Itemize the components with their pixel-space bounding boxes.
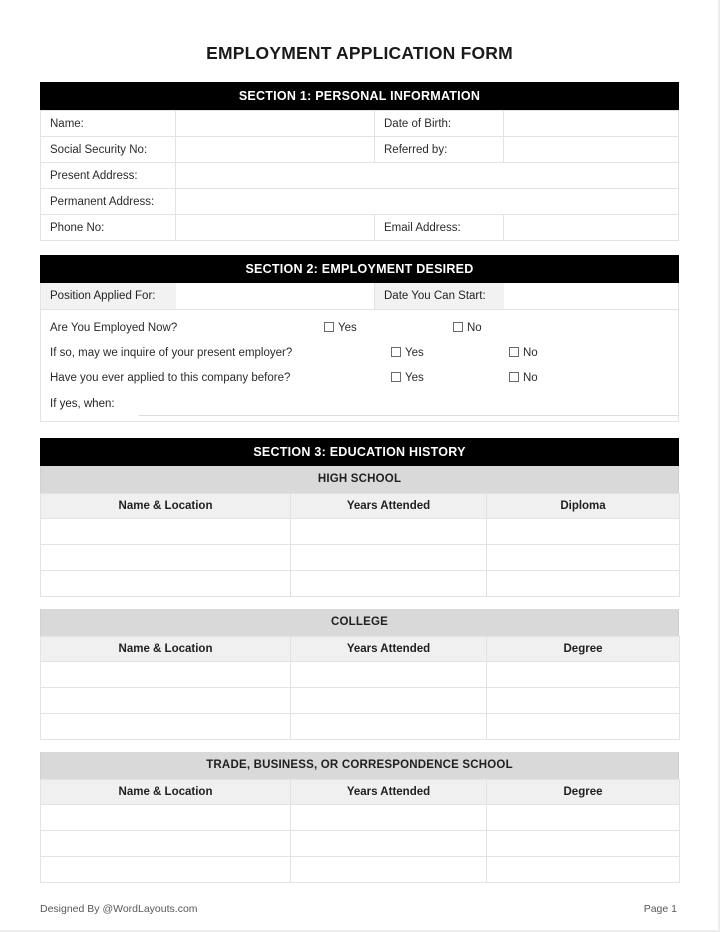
name-label: Name: <box>41 111 176 137</box>
checkbox-icon[interactable] <box>453 322 463 332</box>
date-of-birth-input[interactable] <box>504 111 679 137</box>
cell-years-attended[interactable] <box>291 662 487 688</box>
column-header-name-location: Name & Location <box>41 780 291 805</box>
table-row <box>41 662 680 688</box>
applied-before-label: Have you ever applied to this company before? <box>50 372 291 384</box>
column-header-degree: Degree <box>487 780 680 805</box>
if-yes-when-input[interactable] <box>139 415 678 416</box>
cell-name-location[interactable] <box>41 688 291 714</box>
email-address-label: Email Address: <box>375 215 504 241</box>
checkbox-icon[interactable] <box>391 347 401 357</box>
page-title: EMPLOYMENT APPLICATION FORM <box>206 43 513 63</box>
column-header-name-location: Name & Location <box>41 637 291 662</box>
cell-years-attended[interactable] <box>291 545 487 571</box>
table-header-row <box>41 494 680 519</box>
inquire-employer-yes-option[interactable] <box>391 341 424 366</box>
cell-name-location[interactable] <box>41 805 291 831</box>
checkbox-icon[interactable] <box>391 372 401 382</box>
table-row <box>41 805 680 831</box>
employed-now-question-row <box>41 316 678 341</box>
cell-name-location[interactable] <box>41 519 291 545</box>
cell-diploma[interactable] <box>487 519 680 545</box>
cell-degree[interactable] <box>487 714 680 740</box>
permanent-address-input[interactable] <box>176 189 679 215</box>
cell-years-attended[interactable] <box>291 714 487 740</box>
permanent-address-label: Permanent Address: <box>41 189 176 215</box>
option-label: Yes <box>405 347 424 359</box>
applied-before-yes-option[interactable] <box>391 366 424 391</box>
position-applied-for-label: Position Applied For: <box>41 283 176 309</box>
inquire-employer-question-row <box>41 341 678 366</box>
table-row <box>41 189 679 215</box>
table-header-row <box>41 780 680 805</box>
column-header-years-attended: Years Attended <box>291 494 487 519</box>
college-table <box>40 636 680 740</box>
cell-degree[interactable] <box>487 857 680 883</box>
date-you-can-start-label: Date You Can Start: <box>375 283 504 309</box>
phone-no-label: Phone No: <box>41 215 176 241</box>
table-row <box>41 831 680 857</box>
column-header-years-attended: Years Attended <box>291 780 487 805</box>
high-school-subheader: HIGH SCHOOL <box>40 466 679 493</box>
present-address-input[interactable] <box>176 163 679 189</box>
cell-years-attended[interactable] <box>291 688 487 714</box>
table-row <box>41 688 680 714</box>
phone-no-input[interactable] <box>176 215 375 241</box>
employed-now-no-option[interactable] <box>453 316 482 341</box>
table-row <box>41 283 678 310</box>
option-label: No <box>523 347 538 359</box>
table-row <box>41 163 679 189</box>
checkbox-icon[interactable] <box>509 347 519 357</box>
cell-years-attended[interactable] <box>291 519 487 545</box>
section-3-header: SECTION 3: EDUCATION HISTORY <box>40 438 679 466</box>
position-applied-for-input[interactable] <box>176 283 375 309</box>
cell-degree[interactable] <box>487 662 680 688</box>
column-header-name-location: Name & Location <box>41 494 291 519</box>
applied-before-question-row <box>41 366 678 391</box>
form-sheet <box>40 0 679 883</box>
table-row <box>41 111 679 137</box>
date-of-birth-label: Date of Birth: <box>375 111 504 137</box>
table-row <box>41 545 680 571</box>
cell-name-location[interactable] <box>41 571 291 597</box>
cell-name-location[interactable] <box>41 857 291 883</box>
cell-name-location[interactable] <box>41 831 291 857</box>
footer-page-number: Page 1 <box>643 903 677 915</box>
college-subheader: COLLEGE <box>40 609 679 636</box>
ssn-input[interactable] <box>176 137 375 163</box>
trade-school-subheader: TRADE, BUSINESS, OR CORRESPONDENCE SCHOOL <box>40 752 679 779</box>
referred-by-label: Referred by: <box>375 137 504 163</box>
section-2-header: SECTION 2: EMPLOYMENT DESIRED <box>40 255 679 283</box>
checkbox-icon[interactable] <box>509 372 519 382</box>
referred-by-input[interactable] <box>504 137 679 163</box>
inquire-employer-label: If so, may we inquire of your present employer? <box>50 347 293 359</box>
cell-years-attended[interactable] <box>291 805 487 831</box>
employed-now-yes-option[interactable] <box>324 316 357 341</box>
trade-school-table <box>40 779 680 883</box>
cell-degree[interactable] <box>487 688 680 714</box>
present-address-label: Present Address: <box>41 163 176 189</box>
column-header-years-attended: Years Attended <box>291 637 487 662</box>
table-row <box>41 137 679 163</box>
cell-name-location[interactable] <box>41 662 291 688</box>
option-label: No <box>467 322 482 334</box>
column-header-degree: Degree <box>487 637 680 662</box>
personal-information-table <box>40 110 679 241</box>
date-you-can-start-input[interactable] <box>504 283 678 309</box>
cell-degree[interactable] <box>487 831 680 857</box>
cell-name-location[interactable] <box>41 714 291 740</box>
cell-degree[interactable] <box>487 805 680 831</box>
section-1-header: SECTION 1: PERSONAL INFORMATION <box>40 82 679 110</box>
cell-name-location[interactable] <box>41 545 291 571</box>
table-row <box>41 571 680 597</box>
applied-before-no-option[interactable] <box>509 366 538 391</box>
high-school-table <box>40 493 680 597</box>
cell-years-attended[interactable] <box>291 571 487 597</box>
ssn-label: Social Security No: <box>41 137 176 163</box>
if-yes-when-label: If yes, when: <box>50 398 115 410</box>
page-footer <box>40 903 677 915</box>
email-address-input[interactable] <box>504 215 679 241</box>
option-label: Yes <box>338 322 357 334</box>
cell-diploma[interactable] <box>487 545 680 571</box>
cell-years-attended[interactable] <box>291 857 487 883</box>
employed-now-label: Are You Employed Now? <box>50 322 178 334</box>
employment-desired-panel <box>40 283 679 422</box>
option-label: No <box>523 372 538 384</box>
cell-years-attended[interactable] <box>291 831 487 857</box>
table-row <box>41 519 680 545</box>
name-input[interactable] <box>176 111 375 137</box>
cell-diploma[interactable] <box>487 571 680 597</box>
table-row <box>41 857 680 883</box>
inquire-employer-no-option[interactable] <box>509 341 538 366</box>
option-label: Yes <box>405 372 424 384</box>
footer-credit: Designed By @WordLayouts.com <box>40 903 198 915</box>
checkbox-icon[interactable] <box>324 322 334 332</box>
table-row <box>41 714 680 740</box>
if-yes-when-row <box>41 391 678 421</box>
column-header-diploma: Diploma <box>487 494 680 519</box>
table-header-row <box>41 637 680 662</box>
table-row <box>41 215 679 241</box>
